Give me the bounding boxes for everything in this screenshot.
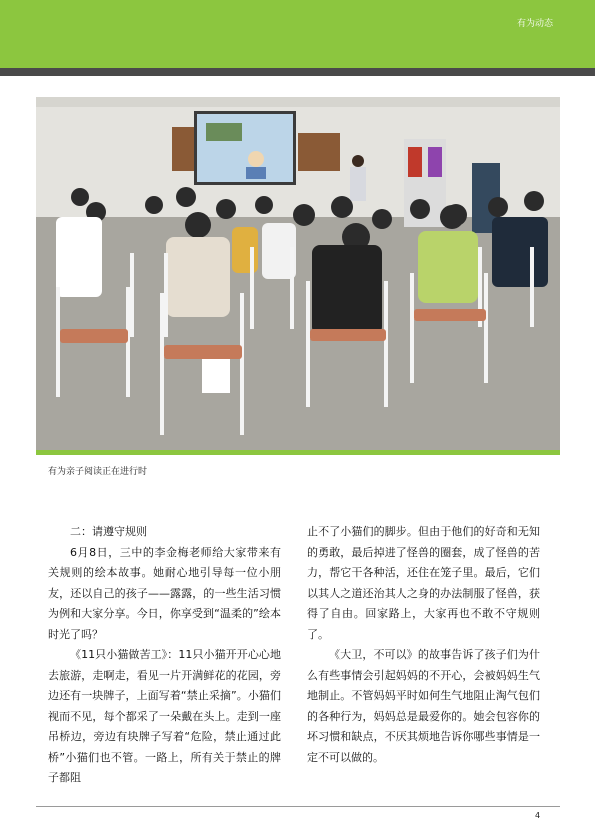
header-band [0,0,595,68]
article-paragraph: 《11只小猫做苦工》：11只小猫开开心心地去旅游，走啊走，看见一片开满鲜花的花园，旁边还有一块牌子，上面写着“禁止采摘”。小猫们视而不见，每个都采了一朵戴在头上。走到一座吊桥边，旁边有块牌子写着“危险，禁止通过此桥”小猫们也不管。一路上，所有关于禁止的牌子都阻 [48,648,281,784]
article-paragraph: 6月8日，三中的李金梅老师给大家带来有关规则的绘本故事。她耐心地引导每一位小朋友，还以自己的孩子——露露，的一些生活习惯为例和大家分享。今日，你享受到“温柔的”绘本时光了吗？ [48,545,281,641]
photo-illustration [36,97,560,450]
article-subheading: 二：请遵守规则 [70,525,147,538]
classroom-photo [36,97,560,450]
section-title: 有为动态 [516,19,553,29]
article-column-right [307,522,540,768]
header-rule [0,68,595,76]
article-column-left [48,522,281,789]
page-number: 4 [535,811,541,820]
photo-accent-bar [36,450,560,455]
article-paragraph-continued: 止不了小猫们的脚步。但由于他们的好奇和无知的勇敢，最后掉进了怪兽的圈套，成了怪兽的苦力，帮它干各种活，还住在笼子里。最后，它们以其人之道还治其人之身的办法制服了怪兽，获得了自由。回家路上，大家再也不敢不守规则了。 [307,525,540,641]
article-paragraph: 《大卫，不可以》的故事告诉了孩子们为什么有些事情会引起妈妈的不开心，会被妈妈生气地制止。不管妈妈平时如何生气地阻止淘气包们的各种行为，妈妈总是最爱你的。她会包容你的坏习惯和缺点，不厌其烦地告诉你哪些事情是一定不可以做的。 [307,648,540,764]
photo-caption: 有为亲子阅读正在进行时 [48,467,148,477]
footer-rule [36,806,560,807]
